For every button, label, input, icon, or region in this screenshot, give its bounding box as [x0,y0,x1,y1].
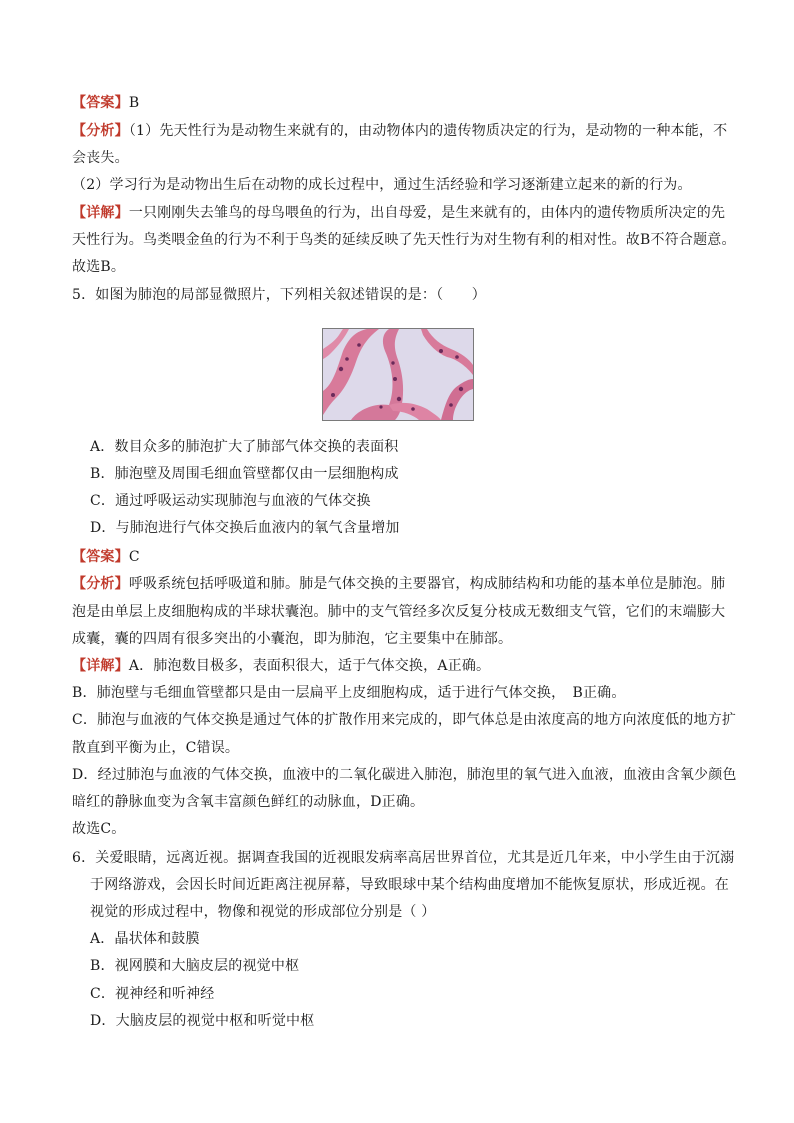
q4-answer-line [72,94,139,112]
q4-analysis-line-2: 会丧失。 [72,150,129,166]
detail-tag: 【详解】 [72,658,129,674]
q6-option-b: B．视网膜和大脑皮层的视觉中枢 [90,958,300,974]
q4-analysis-line-1 [72,122,727,140]
q5-analysis-line-2: 泡是由单层上皮细胞构成的半球状囊泡。肺中的支气管经多次反复分枝成无数细支气管，它们的末端膨大 [72,604,726,620]
q5-option-d: D．与肺泡进行气体交换后血液内的氧气含量增加 [90,520,400,536]
q5-answer-line [72,548,140,566]
analysis-tag: 【分析】 [72,123,129,139]
q5-option-b: B．肺泡壁及周围毛细血管壁都仅由一层细胞构成 [90,466,399,482]
q4-conclusion: 故选B。 [72,259,126,275]
analysis-text: 呼吸系统包括呼吸道和肺。肺是气体交换的主要器官，构成肺结构和功能的基本单位是肺泡。肺 [128,576,726,592]
q6-option-a: A．晶状体和鼓膜 [90,931,200,947]
q4-detail-line-1 [72,204,725,222]
detail-text: 一只刚刚失去雏鸟的母鸟喂鱼的行为，出自母爱，是生来就有的，由体内的遗传物质所决定的先 [128,205,726,221]
q6-stem-line-3: 视觉的形成过程中，物像和视觉的形成部位分别是（ ） [90,904,436,920]
analysis-tag: 【分析】 [72,576,129,592]
q5-stem: 5．如图为肺泡的局部显微照片，下列相关叙述错误的是：（ ） [72,287,486,303]
q5-detail-line-c1: C．肺泡与血液的气体交换是通过气体的扩散作用来完成的，即气体总是由浓度高的地方向浓度低的地方扩 [72,712,737,728]
q5-analysis-line-1 [72,575,725,593]
detail-text: A．肺泡数目极多，表面积很大，适于气体交换，A正确。 [128,658,491,674]
q5-option-a: A．数目众多的肺泡扩大了肺部气体交换的表面积 [90,439,399,455]
q5-detail-line-d1: D．经过肺泡与血液的气体交换，血液中的二氧化碳进入肺泡，肺泡里的氧气进入血液，血液由含氧少颜色 [72,767,737,783]
q6-stem-line-2: 于网络游戏，会因长时间近距离注视屏幕，导致眼球中某个结构曲度增加不能恢复原状，形成近视。在 [90,877,729,893]
q5-conclusion: 故选C。 [72,821,126,837]
detail-tag: 【详解】 [72,205,129,221]
alveoli-micrograph [322,328,474,421]
answer-tag: 【答案】 [72,549,129,565]
q5-detail-line-a [72,657,490,675]
q5-detail-line-b: B．肺泡壁与毛细血管壁都只是由一层扁平上皮细胞构成，适于进行气体交换， B正确。 [72,685,626,701]
answer-value: C [128,549,140,565]
q5-detail-line-c2: 散直到平衡为止，C错误。 [72,740,240,756]
q5-analysis-line-3: 成囊，囊的四周有很多突出的小囊泡，即为肺泡，它主要集中在肺部。 [72,631,513,647]
q4-detail-line-2: 天性行为。鸟类喂金鱼的行为不利于鸟类的延续反映了先天性行为对生物有利的相对性。故B不符合题意。 [72,232,736,248]
q6-option-d: D．大脑皮层的视觉中枢和听觉中枢 [90,1013,315,1029]
q6-stem-line-1: 6．关爱眼睛，远离近视。据调查我国的近视眼发病率高居世界首位，尤其是近几年来，中小学生由于沉溺 [72,850,735,866]
answer-tag: 【答案】 [72,95,129,111]
alveoli-micrograph-image [323,329,473,420]
q4-analysis-line-3: （2）学习行为是动物出生后在动物的成长过程中，通过生活经验和学习逐渐建立起来的新的行为。 [72,177,692,193]
q5-option-c: C．通过呼吸运动实现肺泡与血液的气体交换 [90,493,371,509]
analysis-text: （1）先天性行为是动物生来就有的，由动物体内的遗传物质决定的行为，是动物的一种本能，不 [128,123,728,139]
q6-option-c: C．视神经和听神经 [90,986,215,1002]
q5-detail-line-d2: 暗红的静脉血变为含氧丰富颜色鲜红的动脉血，D正确。 [72,794,425,810]
answer-value: B [128,95,140,111]
